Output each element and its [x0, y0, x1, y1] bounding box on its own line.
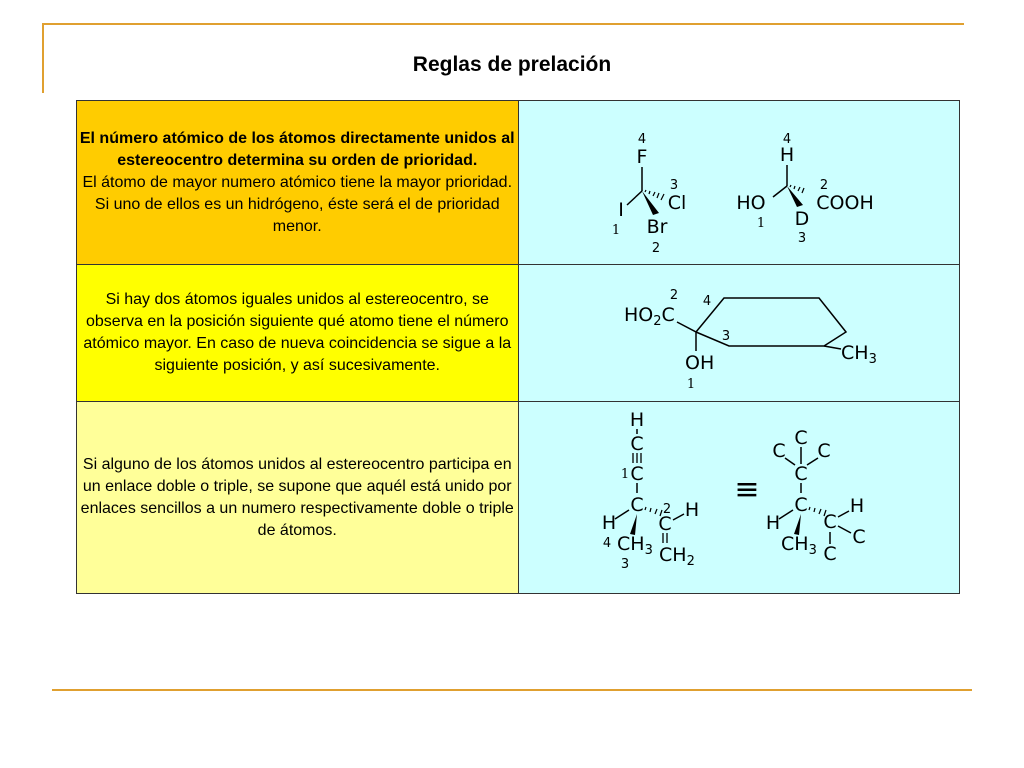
- atom-label: H: [629, 409, 644, 431]
- wedge-bond: [794, 514, 801, 535]
- methylene-label: $CH_2$: [658, 544, 695, 569]
- alkyne-molecule: [601, 409, 698, 572]
- rule-2-body: Si hay dos átomos iguales unidos al estereocentro, se observa en la posición siguiente qué atomo tiene el número atómico mayor. En caso de nueva coincidencia se sigue a la siguiente posición, y así sucesivamente.: [83, 291, 512, 374]
- rule-3-figure-cell: [518, 402, 960, 594]
- atom-label: C: [822, 511, 837, 533]
- atom-label: OH: [684, 352, 714, 374]
- atom-label: C: [793, 463, 808, 485]
- molecule-b: [736, 132, 873, 246]
- atom-label: F: [636, 146, 647, 168]
- atom-label: H: [601, 512, 616, 534]
- frame-bottom-line: [52, 689, 972, 691]
- bond-line: [824, 346, 841, 349]
- rule-2-text-cell: [77, 265, 519, 402]
- atom-label: I: [617, 199, 624, 221]
- rule-2-figure-cell: [518, 265, 960, 402]
- atom-label: HO: [735, 192, 766, 214]
- atom-label: C: [629, 463, 644, 485]
- atom-label: C: [793, 494, 808, 516]
- rule-1-figure-cell: [518, 101, 960, 265]
- priority-label: 4: [637, 132, 646, 147]
- bond-line: [773, 186, 787, 197]
- atom-label: C: [771, 440, 786, 462]
- molecule-a: [611, 132, 685, 256]
- bond-line: [838, 511, 849, 517]
- frame-top-line: [42, 23, 964, 25]
- priority-label: 2: [662, 502, 671, 517]
- rule-row-1: [77, 101, 960, 265]
- bond-line: [677, 322, 696, 351]
- priority-label: 2: [819, 178, 828, 193]
- atom-label: C: [851, 526, 866, 548]
- rule-1-body: El átomo de mayor numero atómico tiene la mayor prioridad. Si uno de ellos es un hidrógeno, éste será el de prioridad menor.: [82, 173, 513, 235]
- priority-label: 2: [669, 288, 678, 303]
- slide-title: Reglas de prelación: [412, 53, 612, 76]
- rule-row-2: [77, 265, 960, 402]
- atom-label: D: [794, 208, 809, 230]
- atom-label: H: [779, 144, 794, 166]
- rule-3-molecules: [519, 402, 959, 593]
- priority-label: 4: [602, 536, 611, 551]
- atom-label: Cl: [667, 192, 686, 214]
- methyl-label: $CH_3$: [616, 533, 653, 558]
- bond-line: [807, 458, 818, 465]
- atom-label: C: [629, 433, 644, 455]
- atom-label: C: [657, 513, 672, 535]
- hashed-bond: [645, 190, 664, 200]
- atom-label: Br: [646, 216, 667, 238]
- methyl-label: $CH_3$: [780, 533, 817, 558]
- atom-label: H: [684, 499, 699, 521]
- carboxyl-label: $HO_2C$: [623, 304, 675, 329]
- bond-line: [615, 510, 629, 519]
- wedge-bond: [630, 514, 637, 535]
- wedge-bond: [642, 191, 659, 215]
- atom-label: H: [765, 512, 780, 534]
- priority-label: 3: [721, 329, 730, 344]
- rule-1-text-cell: [77, 101, 519, 265]
- cyclohexane-molecule: [624, 288, 877, 392]
- atom-label: COOH: [815, 192, 874, 214]
- rules-table: [76, 100, 960, 594]
- priority-label: 3: [620, 557, 629, 572]
- priority-label: 2: [651, 241, 660, 256]
- rule-1-heading: El número atómico de los átomos directamente unidos al estereocentro determina su orden de prioridad.: [79, 129, 515, 169]
- wedge-bond: [787, 186, 803, 207]
- bond-line: [779, 510, 793, 519]
- atom-label: C: [816, 440, 831, 462]
- rule-1-molecules: [519, 101, 959, 264]
- hashed-bond: [790, 185, 804, 193]
- bond-line: [673, 514, 684, 520]
- equivalence-symbol: ≡: [733, 472, 760, 507]
- rule-3-body: Si alguno de los átomos unidos al estereocentro participa en un enlace doble o triple, se supone que aquél está unido por enlaces sencillos a un numero respectivamente doble o triple de átomos.: [80, 455, 514, 539]
- priority-label: 4: [782, 132, 791, 147]
- priority-label: 1: [620, 467, 629, 482]
- priority-label: 1: [611, 223, 620, 238]
- ring-bonds: [696, 298, 846, 346]
- expanded-molecule: [765, 427, 865, 565]
- priority-label: 1: [756, 216, 765, 231]
- bond-line: [627, 191, 642, 205]
- priority-label: 4: [702, 294, 711, 309]
- priority-label: 1: [686, 377, 695, 392]
- atom-label: C: [822, 543, 837, 565]
- atom-label: H: [849, 495, 864, 517]
- atom-label: C: [629, 494, 644, 516]
- priority-label: 3: [669, 178, 678, 193]
- rule-3-text-cell: [77, 402, 519, 594]
- rule-row-3: [77, 402, 960, 594]
- rule-2-molecule: [519, 265, 959, 401]
- bond-line: [838, 526, 851, 533]
- atom-label: C: [793, 427, 808, 449]
- priority-label: 3: [797, 231, 806, 246]
- methyl-label: $CH_3$: [840, 342, 877, 367]
